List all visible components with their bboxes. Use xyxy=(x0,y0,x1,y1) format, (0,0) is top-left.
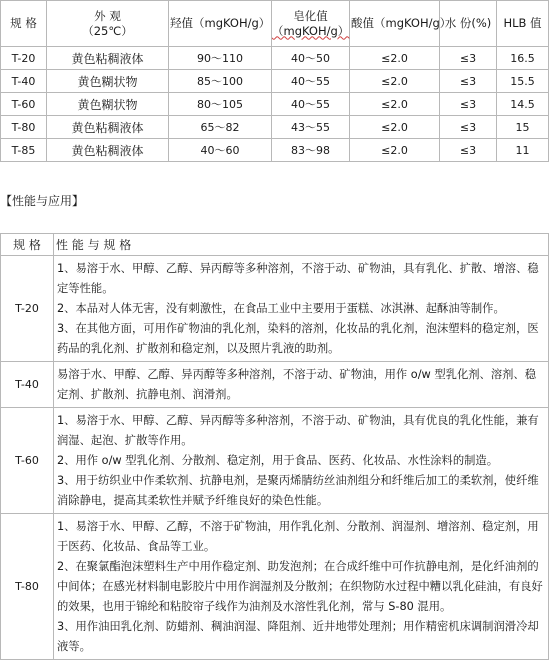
desc-line: 2、在聚氯酯泡沫塑料生产中用作稳定剂、助发泡剂；在合成纤维中可作抗静电剂，是化纤油剂的中间体；在感光材料制电影胶片中用作润湿剂及分散剂；在织物防水过程中糟以乳化硅油，有良好的效果，也用于锦纶和粘胶帘子线作为油剂及水溶性乳化剂，常与 S-80 混用。 xyxy=(57,560,543,613)
desc-line: 3、用于纺织业中作柔软剂、抗静电剂，是聚丙烯腈纺丝油剂组分和纤维后加工的柔软剂，使纤维消除静电，提高其柔软性并赋予纤维良好的染色性能。 xyxy=(57,474,539,507)
cell-grade: T-80 xyxy=(1,116,47,139)
spec-row xyxy=(1,70,549,93)
apps-cell-desc xyxy=(54,256,549,362)
cell-water: ≤3 xyxy=(440,70,497,93)
header-appearance xyxy=(47,1,169,47)
cell-saponification: 40～50 xyxy=(272,47,350,70)
apps-row xyxy=(1,256,549,362)
cell-hlb: 11 xyxy=(497,139,549,162)
cell-hydroxyl: 40～60 xyxy=(169,139,272,162)
cell-appearance: 黄色糊状物 xyxy=(47,93,169,116)
header-acid-label: 酸值（mgKOH/g） xyxy=(351,16,452,30)
apps-row xyxy=(1,514,549,660)
cell-acid: ≤2.0 xyxy=(350,139,440,162)
cell-water: ≤3 xyxy=(440,47,497,70)
apps-cell-grade: T-80 xyxy=(1,514,54,660)
spec-row xyxy=(1,93,549,116)
cell-grade: T-85 xyxy=(1,139,47,162)
header-hydroxyl xyxy=(169,1,272,47)
apps-header-grade: 规 格 xyxy=(1,234,54,256)
cell-water: ≤3 xyxy=(440,93,497,116)
apps-cell-desc xyxy=(54,408,549,514)
apps-cell-desc xyxy=(54,514,549,660)
header-appearance-label: 外 观 xyxy=(94,8,121,23)
apps-row xyxy=(1,362,549,408)
spec-table xyxy=(0,0,549,162)
cell-grade: T-40 xyxy=(1,70,47,93)
cell-acid: ≤2.0 xyxy=(350,70,440,93)
cell-hydroxyl: 80～105 xyxy=(169,93,272,116)
cell-hydroxyl: 90～110 xyxy=(169,47,272,70)
cell-water: ≤3 xyxy=(440,139,497,162)
header-hlb: HLB 值 xyxy=(497,1,549,47)
desc-line: 1、易溶于水、甲醇、乙醇，不溶于矿物油，用作乳化剂、分散剂、润湿剂、增溶剂、稳定剂，用于医药、化妆品、食品等工业。 xyxy=(57,520,539,553)
desc-line: 1、易溶于水、甲醇、乙醇、异丙醇等多种溶剂，不溶于动、矿物油，具有优良的乳化性能，兼有润湿、起泡、扩散等作用。 xyxy=(57,414,539,447)
cell-saponification: 43～55 xyxy=(272,116,350,139)
cell-appearance: 黄色粘稠液体 xyxy=(47,47,169,70)
cell-appearance: 黄色糊状物 xyxy=(47,70,169,93)
header-saponification xyxy=(272,1,350,47)
apps-cell-grade: T-20 xyxy=(1,256,54,362)
desc-line: 3、用作油田乳化剂、防蜡剂、稠油润湿、降阻剂、近井地带处理剂；用作精密机床调制润滑冷却液等。 xyxy=(57,620,539,653)
cell-saponification: 40～55 xyxy=(272,70,350,93)
apps-row xyxy=(1,408,549,514)
spec-row xyxy=(1,139,549,162)
desc-line: 2、用作 o/w 型乳化剂、分散剂、稳定剂，用于食品、医药、化妆品、水性涂料的制造。 xyxy=(57,454,499,467)
apps-cell-grade: T-60 xyxy=(1,408,54,514)
header-acid xyxy=(350,1,452,47)
apps-header-desc: 性 能 与 规 格 xyxy=(54,234,549,256)
cell-saponification: 83～98 xyxy=(272,139,350,162)
cell-acid: ≤2.0 xyxy=(350,93,440,116)
desc-line: 易溶于水、甲醇、乙醇、异丙醇等多种溶剂，不溶于动、矿物油，用作 o/w 型乳化剂、溶剂、稳定剂、扩散剂、抗静电剂、润滑剂。 xyxy=(57,368,537,401)
cell-hydroxyl: 65～82 xyxy=(169,116,272,139)
section-title: 【性能与应用】 xyxy=(0,194,85,208)
header-saponification-sub: （mgKOH/g） xyxy=(272,23,350,38)
cell-hlb: 15 xyxy=(497,116,549,139)
cell-saponification: 40～55 xyxy=(272,93,350,116)
spec-row xyxy=(1,116,549,139)
spec-header-row xyxy=(1,1,549,47)
cell-acid: ≤2.0 xyxy=(350,116,440,139)
apps-cell-grade: T-40 xyxy=(1,362,54,408)
header-water: 水 份(%) xyxy=(440,1,497,47)
header-grade: 规 格 xyxy=(1,1,47,47)
spec-row xyxy=(1,47,549,70)
apps-header-row xyxy=(1,234,549,256)
header-saponification-label: 皂化值 xyxy=(293,8,328,23)
cell-appearance: 黄色粘稠液体 xyxy=(47,139,169,162)
cell-appearance: 黄色粘稠液体 xyxy=(47,116,169,139)
desc-line: 3、在其他方面，可用作矿物油的乳化剂，染料的溶剂，化妆品的乳化剂，泡沫塑料的稳定剂，医药品的乳化剂、扩散剂和稳定剂，以及照片乳液的助剂。 xyxy=(57,322,539,355)
header-appearance-sub: （25℃） xyxy=(82,23,133,38)
applications-table xyxy=(0,233,549,660)
desc-line: 1、易溶于水、甲醇、乙醇、异丙醇等多种溶剂，不溶于动、矿物油，具有乳化、扩散、增溶、稳定等性能。 xyxy=(57,262,539,295)
cell-water: ≤3 xyxy=(440,116,497,139)
desc-line: 2、本品对人体无害，没有刺激性，在食品工业中主要用于蛋糕、冰淇淋、起酥油等制作。 xyxy=(57,302,505,315)
cell-grade: T-60 xyxy=(1,93,47,116)
cell-hlb: 15.5 xyxy=(497,70,549,93)
apps-cell-desc xyxy=(54,362,549,408)
cell-hydroxyl: 85～100 xyxy=(169,70,272,93)
cell-hlb: 14.5 xyxy=(497,93,549,116)
cell-acid: ≤2.0 xyxy=(350,47,440,70)
header-hydroxyl-label: 羟值（mgKOH/g） xyxy=(170,16,271,30)
cell-grade: T-20 xyxy=(1,47,47,70)
cell-hlb: 16.5 xyxy=(497,47,549,70)
